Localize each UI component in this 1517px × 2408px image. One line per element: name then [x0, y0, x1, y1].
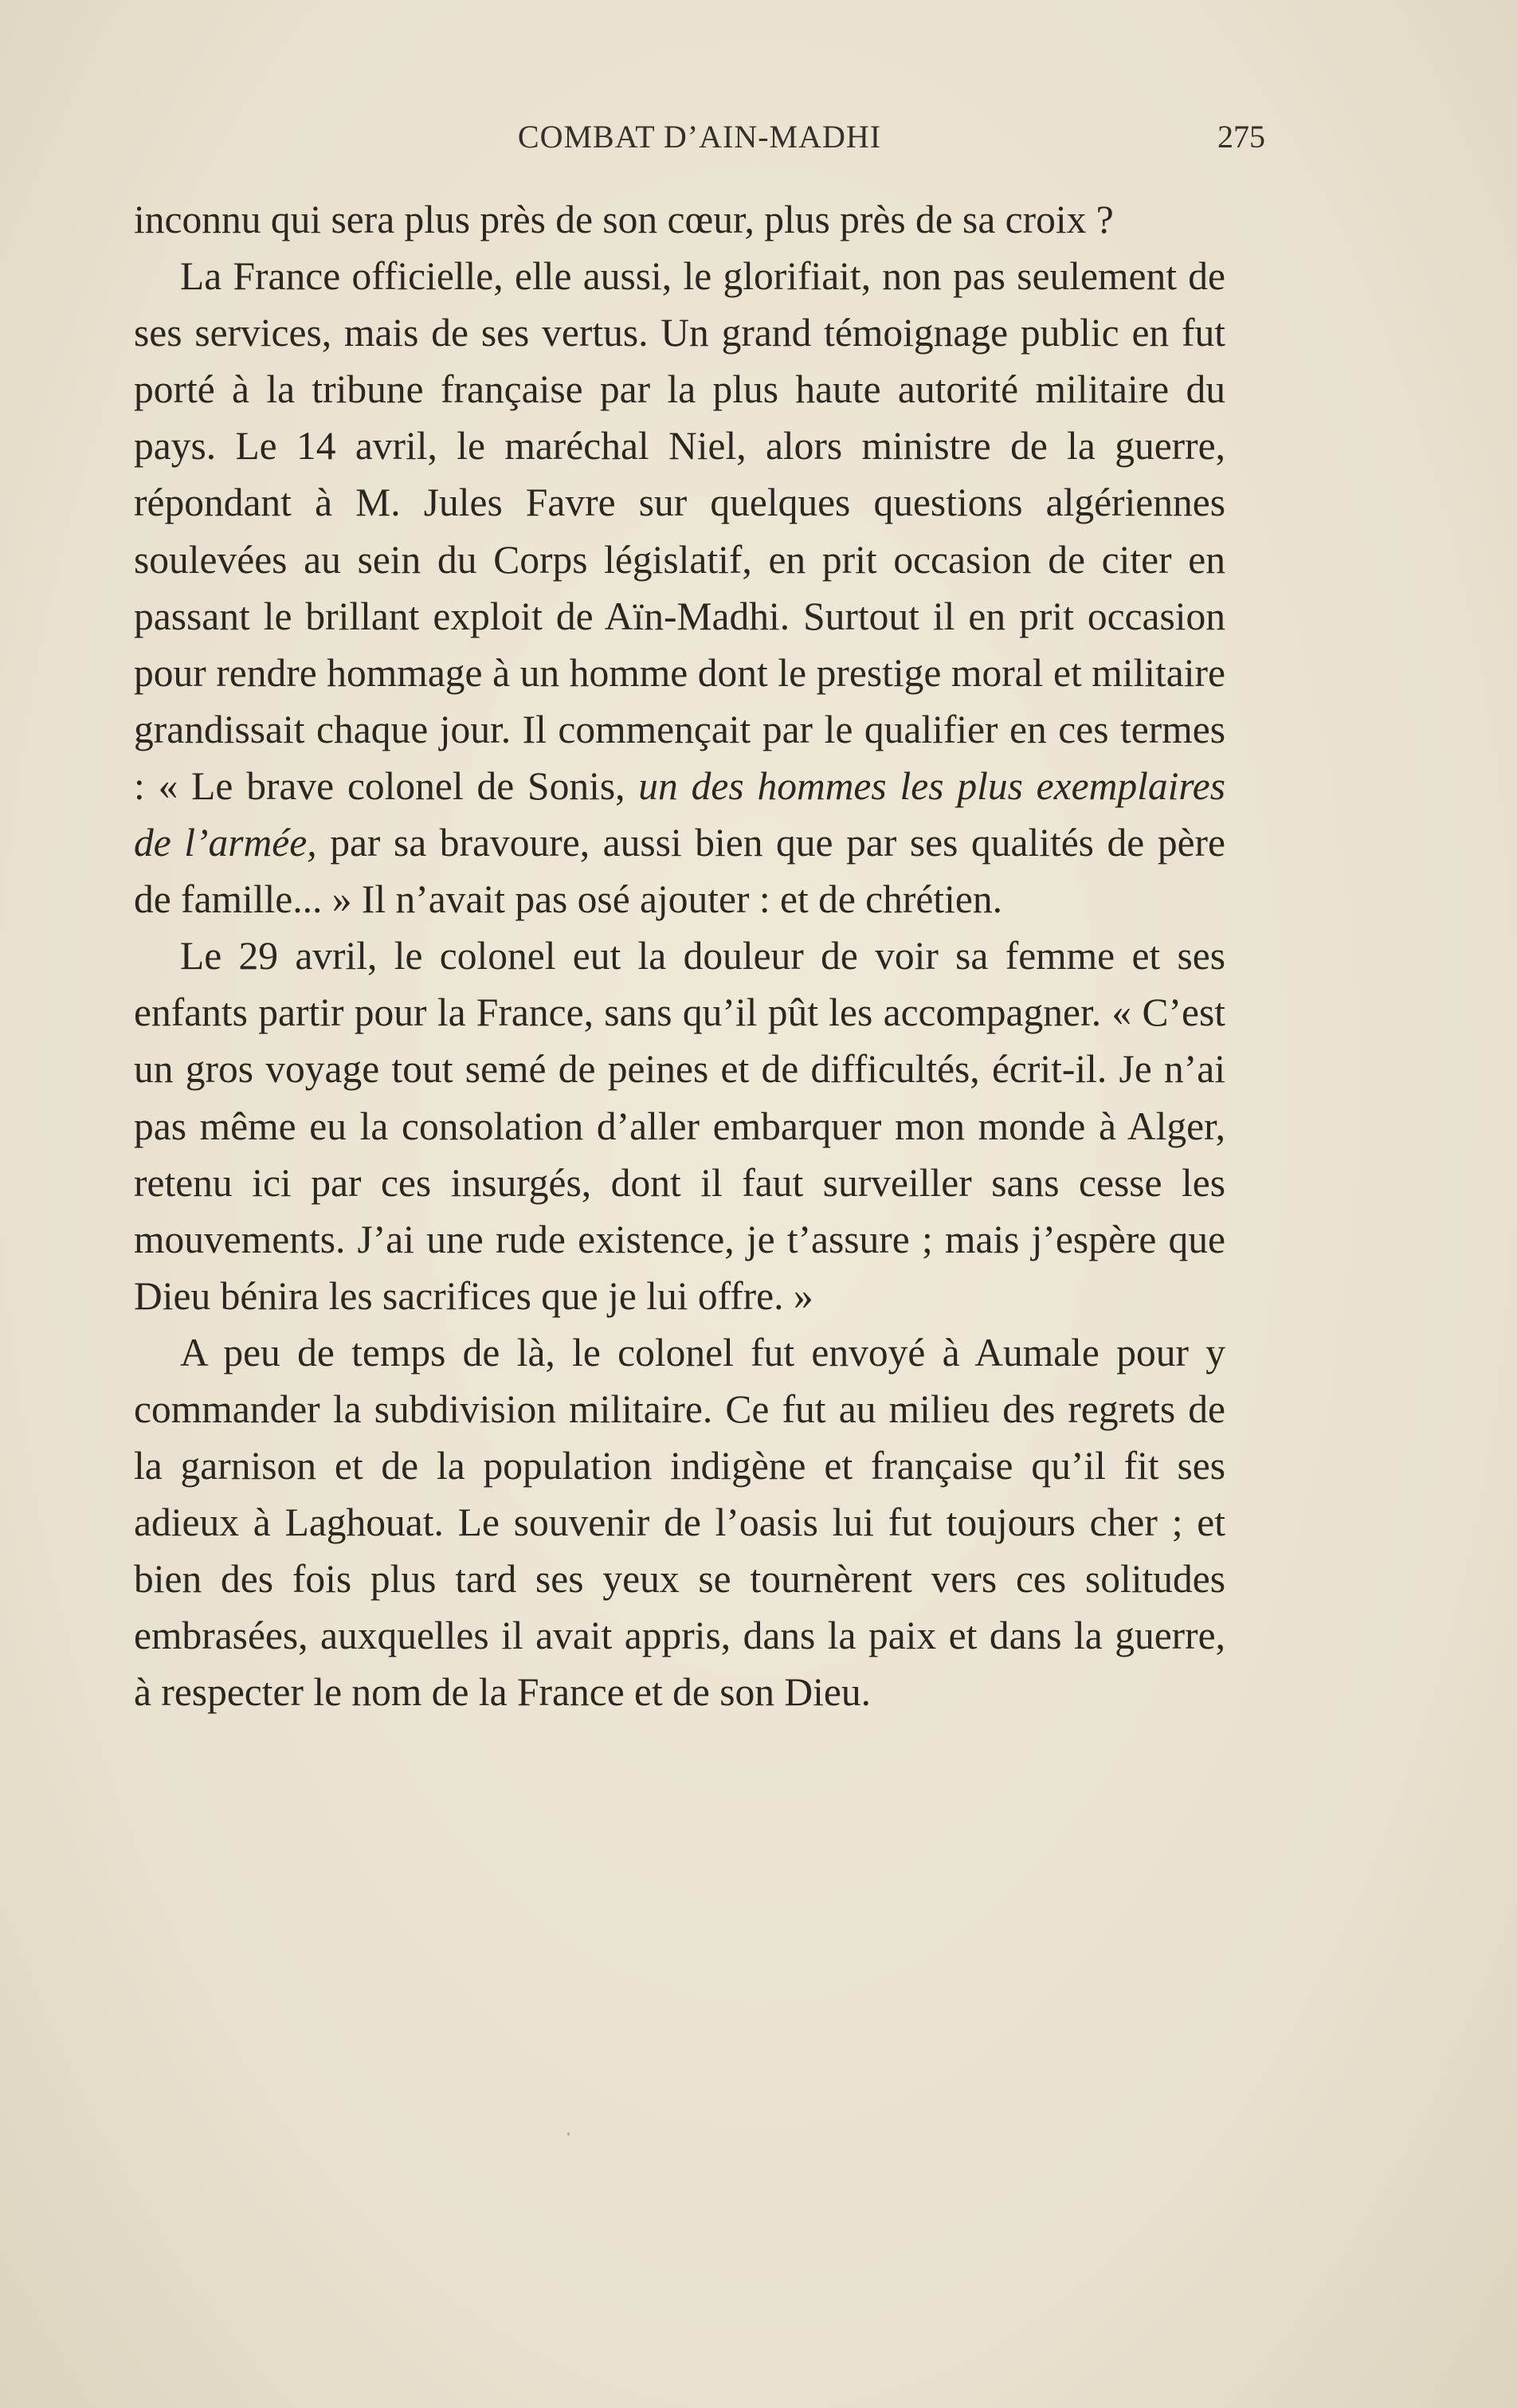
- paragraph-text: La France officielle, elle aussi, le glorifiait, non pas seulement de ses services, mais de ses vertus. Un grand témoignage public en fut porté à la tribune française par la plus haute autorité militaire du pays. Le 14 avril, le maréchal Niel, alors ministre de la guerre, répondant à M. Jules Favre sur quelques questions algériennes soulevées au sein du Corps législatif, en prit occasion de citer en passant le brillant exploit de Aïn-Madhi. Surtout il en prit occasion pour rendre hommage à un homme dont le prestige moral et militaire grandissait chaque jour. Il commençait par le qualifier en ces termes : « Le brave colonel de Sonis,: [134, 254, 1225, 808]
- paragraph-continued: [134, 191, 1225, 248]
- paragraph-text: Le 29 avril, le colonel eut la douleur de voir sa femme et ses enfants partir pour la France, sans qu’il pût les accompagner. « C’est un gros voyage tout semé de peines et de difficultés, écrit-il. Je n’ai pas même eu la consolation d’aller embarquer mon monde à Alger, retenu ici par ces insurgés, dont il faut surveiller sans cesse les mouvements. J’ai une rude existence, je t’assure ; mais j’espère que Dieu bénira les sacrifices que je lui offre. »: [134, 934, 1225, 1318]
- page-header: [134, 118, 1265, 174]
- page-number: 275: [1217, 119, 1265, 155]
- running-title: COMBAT D’AIN-MADHI: [517, 119, 882, 155]
- italic-quote: un des hommes les plus exemplaires de l’armée,: [134, 763, 1225, 865]
- paragraph-text: inconnu qui sera plus près de son cœur, plus près de sa croix ?: [134, 198, 1114, 241]
- paragraph: [134, 248, 1225, 928]
- paragraph: [134, 928, 1225, 1324]
- paragraph-text: A peu de temps de là, le colonel fut envoyé à Aumale pour y commander la subdivision militaire. Ce fut au milieu des regrets de la garnison et de la population indigène et française qu’il fit ses adieux à Laghouat. Le souvenir de l’oasis lui fut toujours cher ; et bien des fois plus tard ses yeux se tournèrent vers ces solitudes embrasées, auxquelles il avait appris, dans la paix et dans la guerre, à respecter le nom de la France et de son Dieu.: [134, 1330, 1225, 1715]
- body-text: [134, 191, 1225, 1721]
- paragraph-text: par sa bravoure, aussi bien que par ses qualités de père de famille... » Il n’avait pas osé ajouter : et de chrétien.: [134, 821, 1225, 922]
- paragraph: [134, 1324, 1225, 1721]
- paper-speck: [567, 2132, 570, 2135]
